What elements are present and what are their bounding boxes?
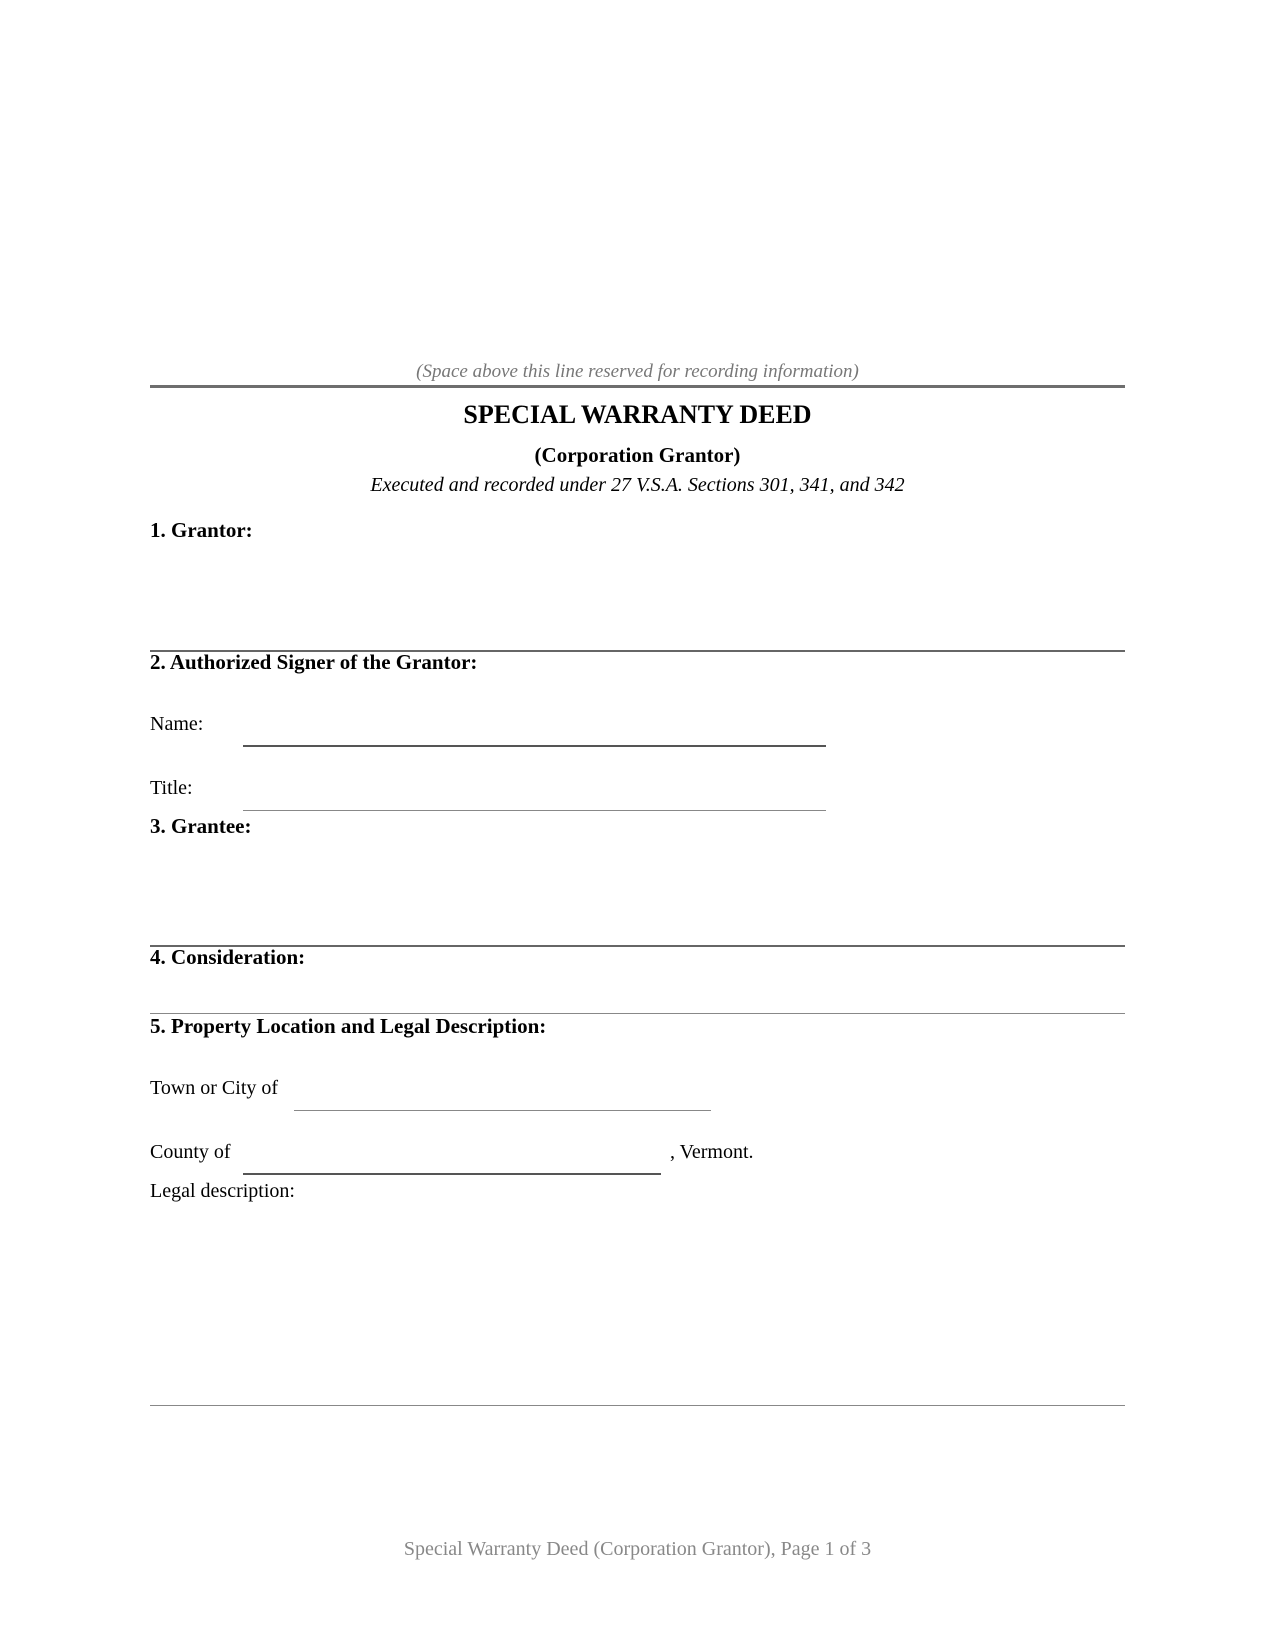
recording-divider (150, 385, 1125, 388)
grantor-heading: 1. Grantor: (150, 518, 253, 542)
page-footer: Special Warranty Deed (Corporation Grantor), Page 1 of 3 (403, 1538, 872, 1560)
title-label: Title: (150, 777, 193, 799)
county-label: County of (150, 1141, 231, 1163)
legal-description-field[interactable] (150, 1405, 1125, 1406)
statute-reference: Executed and recorded under 27 V.S.A. Sections 301, 341, and 342 (370, 474, 905, 496)
title-field[interactable] (243, 810, 826, 811)
name-field[interactable] (243, 745, 826, 747)
town-label: Town or City of (150, 1077, 279, 1099)
legal-description-label: Legal description: (150, 1180, 295, 1202)
town-field[interactable] (294, 1110, 711, 1111)
recording-space-note: (Space above this line reserved for recording information) (416, 361, 859, 382)
name-label: Name: (150, 713, 204, 735)
document-title: SPECIAL WARRANTY DEED (463, 400, 812, 429)
county-suffix: , Vermont. (670, 1141, 754, 1163)
consideration-heading: 4. Consideration: (150, 945, 306, 969)
county-field[interactable] (243, 1173, 661, 1175)
grantee-heading: 3. Grantee: (150, 814, 252, 838)
authorized-signer-heading: 2. Authorized Signer of the Grantor: (150, 650, 478, 674)
property-heading: 5. Property Location and Legal Description: (150, 1014, 547, 1038)
document-subtitle: (Corporation Grantor) (534, 443, 741, 467)
